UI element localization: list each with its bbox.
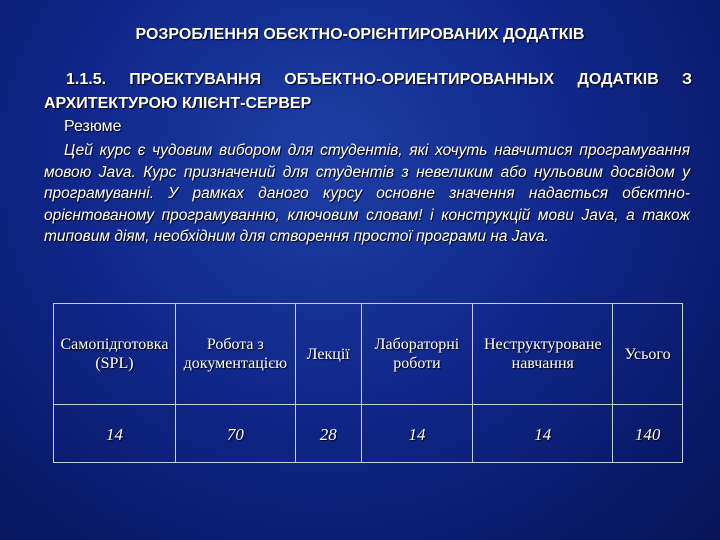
table-header-row (54, 304, 683, 405)
header-cell-total: Усього (613, 304, 683, 405)
slide-title: РОЗРОБЛЕННЯ ОБЄКТНО-ОРІЄНТИРОВАНИХ ДОДАТКІВ (135, 26, 585, 43)
header-cell-unstructured: Неструктуроване навчання (473, 304, 613, 405)
course-description-text: Цей курс є чудовим вибором для студентів, які хочуть навчитися програмування мовою Java. Курс призначений для студентів з невеликим або нульовим досвідом у програмуванні. У рамках даного курсу основне значення надається обєктно-орієнтованому програмуванню, ключовим словам! і конструкцій мови Java, а також типовим діям, необхідним для створення простої програми на Java. (44, 142, 690, 245)
section-heading-text: 1.1.5. ПРОЕКТУВАННЯ ОБЪЕКТНО-ОРИЕНТИРОВАННЫХ ДОДАТКІВ З АРХИТЕКТУРОЮ КЛІЄНТ-СЕРВЕР (44, 71, 692, 112)
header-cell-lectures: Лекції (295, 304, 361, 405)
value-cell-documentation: 70 (175, 405, 295, 463)
header-cell-documentation: Робота з документацією (175, 304, 295, 405)
course-description (44, 140, 690, 248)
value-cell-unstructured: 14 (473, 405, 613, 463)
value-cell-total: 140 (613, 405, 683, 463)
header-cell-labs: Лабораторні роботи (361, 304, 473, 405)
header-cell-self-study: Самопідготовка (SPL) (54, 304, 176, 405)
section-heading (44, 68, 692, 116)
value-cell-self-study: 14 (54, 405, 176, 463)
value-cell-lectures: 28 (295, 405, 361, 463)
hours-table (53, 303, 683, 463)
resume-label: Резюме (64, 118, 122, 135)
table-row (54, 405, 683, 463)
value-cell-labs: 14 (361, 405, 473, 463)
